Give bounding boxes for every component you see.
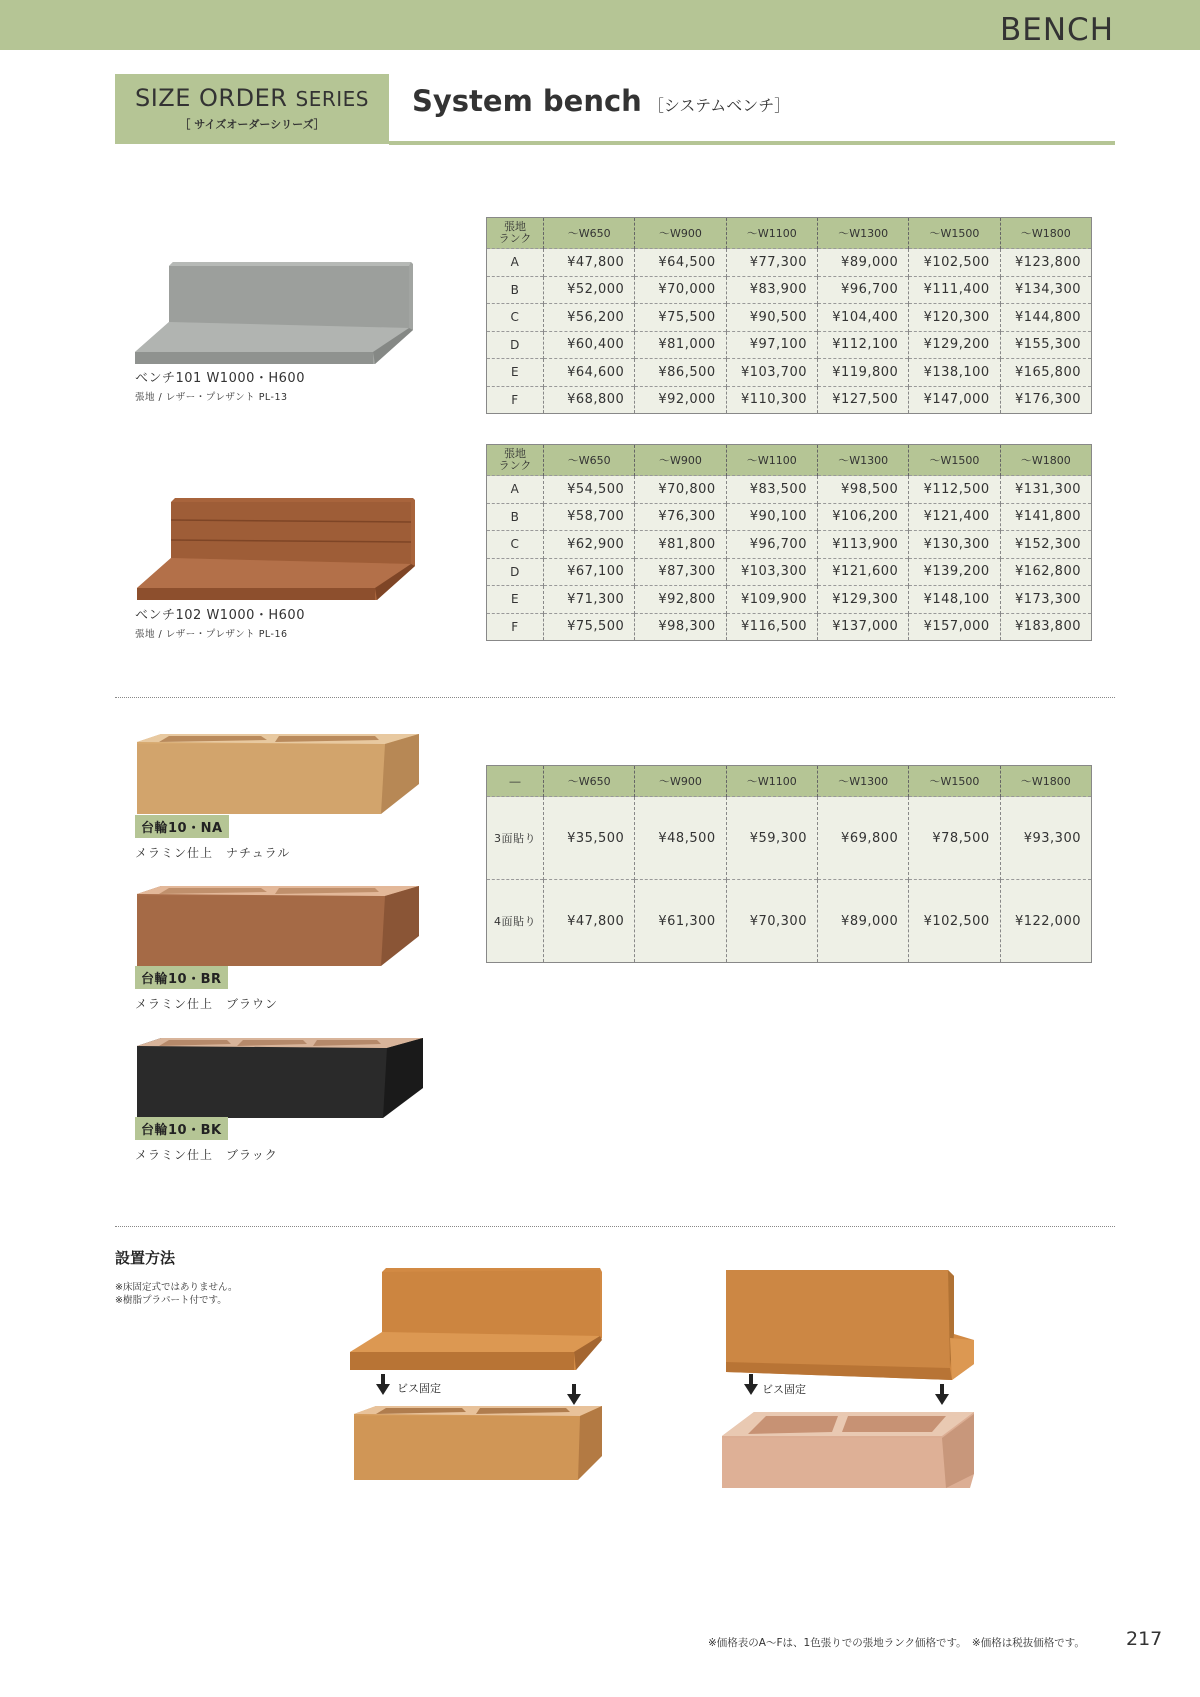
base-br-finish: メラミン仕上 ブラウン [135, 997, 279, 1011]
table-row [487, 276, 1092, 304]
table-row [487, 476, 1092, 504]
price-cell: ¥131,300 [1000, 476, 1091, 504]
price-cell: ¥123,800 [1000, 249, 1091, 277]
price-cell: ¥141,800 [1000, 503, 1091, 531]
price-cell: ¥83,500 [726, 476, 817, 504]
arrow-down-icon [567, 1384, 581, 1406]
base-bk-caption [135, 1117, 278, 1163]
price-cell: ¥89,000 [817, 880, 908, 963]
price-table-bench-101 [486, 217, 1092, 414]
base-na-finish: メラミン仕上 ナチュラル [135, 846, 291, 860]
price-cell: ¥64,500 [635, 249, 726, 277]
price-cell: ¥61,300 [635, 880, 726, 963]
header-rank-line2: ランク [498, 232, 532, 245]
install-base-back-image [720, 1410, 976, 1490]
price-cell: ¥98,500 [817, 476, 908, 504]
table-header-row [487, 445, 1092, 476]
price-cell: ¥109,900 [726, 586, 817, 614]
price-cell: ¥92,000 [635, 386, 726, 414]
header-width: ～W1300 [817, 766, 908, 797]
table-header-row [487, 218, 1092, 249]
price-cell: ¥116,500 [726, 613, 817, 641]
header-width: ～W1500 [909, 766, 1000, 797]
table-row [487, 249, 1092, 277]
price-cell: ¥90,500 [726, 304, 817, 332]
table-row [487, 304, 1092, 332]
price-cell: ¥98,300 [635, 613, 726, 641]
arrow-down-icon [744, 1374, 758, 1396]
bench-102-image [135, 494, 420, 606]
rank-cell: E [487, 586, 544, 614]
price-cell: ¥112,100 [817, 331, 908, 359]
price-cell: ¥102,500 [909, 880, 1000, 963]
price-cell: ¥58,700 [544, 503, 635, 531]
price-cell: ¥148,100 [909, 586, 1000, 614]
install-note-line: ※樹脂プラパート付です。 [115, 1295, 227, 1306]
base-br-caption [135, 966, 278, 1012]
arrow-down-icon [376, 1374, 390, 1396]
bench-102-name: ベンチ102 W1000・H600 [135, 608, 305, 623]
price-cell: ¥121,400 [909, 503, 1000, 531]
price-cell: ¥122,000 [1000, 880, 1091, 963]
header-width: ～W1500 [909, 218, 1000, 249]
header-width: ～W1300 [817, 218, 908, 249]
bench-101-fabric: 張地 / レザー・プレザント PL-13 [135, 392, 288, 403]
install-bench-back-image [722, 1268, 976, 1382]
price-cell: ¥71,300 [544, 586, 635, 614]
header-width: ～W650 [544, 445, 635, 476]
header-width: ～W1800 [1000, 218, 1091, 249]
base-na-image [135, 732, 420, 816]
rank-cell: F [487, 613, 544, 641]
price-cell: ¥119,800 [817, 359, 908, 387]
price-cell: ¥90,100 [726, 503, 817, 531]
price-cell: ¥89,000 [817, 249, 908, 277]
table-row [487, 386, 1092, 414]
series-title [115, 84, 389, 112]
price-cell: ¥52,000 [544, 276, 635, 304]
header-rank [487, 445, 544, 476]
price-cell: ¥106,200 [817, 503, 908, 531]
bench-102-caption [135, 604, 305, 640]
rank-cell: A [487, 476, 544, 504]
price-cell: ¥152,300 [1000, 531, 1091, 559]
series-title-small: SERIES [295, 87, 370, 111]
install-bench-front-image [348, 1266, 604, 1384]
screw-label: ビス固定 [762, 1383, 806, 1396]
header-width: ～W1500 [909, 445, 1000, 476]
install-notes [115, 1281, 238, 1307]
header-rank-line2: ランク [498, 459, 532, 472]
price-cell: ¥110,300 [726, 386, 817, 414]
header-rank-line1: 張地 [504, 447, 526, 460]
install-title: 設置方法 [115, 1249, 176, 1267]
price-cell: ¥130,300 [909, 531, 1000, 559]
base-bk-finish: メラミン仕上 ブラック [135, 1148, 278, 1162]
install-base-front-image [352, 1404, 604, 1482]
price-cell: ¥47,800 [544, 880, 635, 963]
table-row [487, 558, 1092, 586]
header-width: ～W1300 [817, 445, 908, 476]
price-cell: ¥173,300 [1000, 586, 1091, 614]
header-width: ～W900 [635, 218, 726, 249]
header-first: ― [487, 766, 544, 797]
price-cell: ¥70,000 [635, 276, 726, 304]
price-cell: ¥111,400 [909, 276, 1000, 304]
base-bk-tag: 台輪10・BK [135, 1117, 228, 1140]
price-cell: ¥35,500 [544, 797, 635, 880]
price-cell: ¥162,800 [1000, 558, 1091, 586]
rank-cell: F [487, 386, 544, 414]
rank-cell: E [487, 359, 544, 387]
price-cell: ¥155,300 [1000, 331, 1091, 359]
section-divider [115, 697, 1115, 698]
series-box [115, 74, 389, 144]
price-cell: ¥137,000 [817, 613, 908, 641]
install-note-line: ※床固定式ではありません。 [115, 1282, 238, 1293]
page-title [412, 84, 790, 118]
price-cell: ¥70,800 [635, 476, 726, 504]
price-cell: ¥157,000 [909, 613, 1000, 641]
price-cell: ¥62,900 [544, 531, 635, 559]
bench-102-fabric: 張地 / レザー・プレザント PL-16 [135, 629, 288, 640]
price-cell: ¥97,100 [726, 331, 817, 359]
series-title-jp: ［ サイズオーダーシリーズ］ [179, 118, 325, 131]
rank-cell: 3面貼り [487, 797, 544, 880]
price-cell: ¥47,800 [544, 249, 635, 277]
price-table-base [486, 765, 1092, 963]
price-cell: ¥86,500 [635, 359, 726, 387]
footer-note: ※価格表のA～Fは、1色張りでの張地ランク価格です。 ※価格は税抜価格です。 [708, 1637, 1085, 1649]
price-cell: ¥104,400 [817, 304, 908, 332]
price-cell: ¥144,800 [1000, 304, 1091, 332]
table-row [487, 880, 1092, 963]
price-cell: ¥81,800 [635, 531, 726, 559]
price-cell: ¥176,300 [1000, 386, 1091, 414]
table-row [487, 331, 1092, 359]
header-width: ～W650 [544, 218, 635, 249]
price-cell: ¥87,300 [635, 558, 726, 586]
title-underline [389, 141, 1115, 145]
rank-cell: D [487, 331, 544, 359]
price-cell: ¥70,300 [726, 880, 817, 963]
rank-cell: B [487, 503, 544, 531]
base-na-caption [135, 815, 290, 861]
bench-101-image [133, 258, 418, 370]
section-divider [115, 1226, 1115, 1227]
table-header-row [487, 766, 1092, 797]
price-cell: ¥96,700 [817, 276, 908, 304]
header-width: ～W1800 [1000, 445, 1091, 476]
price-cell: ¥127,500 [817, 386, 908, 414]
header-width: ～W1100 [726, 766, 817, 797]
price-cell: ¥129,200 [909, 331, 1000, 359]
bench-101-name: ベンチ101 W1000・H600 [135, 371, 305, 386]
rank-cell: 4面貼り [487, 880, 544, 963]
table-row [487, 531, 1092, 559]
price-cell: ¥165,800 [1000, 359, 1091, 387]
rank-cell: C [487, 304, 544, 332]
price-cell: ¥78,500 [909, 797, 1000, 880]
price-cell: ¥103,300 [726, 558, 817, 586]
rank-cell: C [487, 531, 544, 559]
bench-101-caption [135, 367, 305, 403]
price-cell: ¥129,300 [817, 586, 908, 614]
header-bar [0, 0, 1200, 50]
table-row [487, 503, 1092, 531]
price-cell: ¥139,200 [909, 558, 1000, 586]
table-row [487, 359, 1092, 387]
header-width: ～W650 [544, 766, 635, 797]
header-width: ～W900 [635, 766, 726, 797]
price-cell: ¥102,500 [909, 249, 1000, 277]
table-row [487, 586, 1092, 614]
price-cell: ¥134,300 [1000, 276, 1091, 304]
price-cell: ¥103,700 [726, 359, 817, 387]
header-rank-line1: 張地 [504, 220, 526, 233]
price-cell: ¥147,000 [909, 386, 1000, 414]
price-cell: ¥138,100 [909, 359, 1000, 387]
page-title-en: System bench [412, 84, 642, 118]
header-width: ～W1100 [726, 218, 817, 249]
price-cell: ¥54,500 [544, 476, 635, 504]
price-cell: ¥67,100 [544, 558, 635, 586]
table-row [487, 613, 1092, 641]
rank-cell: D [487, 558, 544, 586]
base-bk-image [135, 1036, 425, 1120]
price-cell: ¥56,200 [544, 304, 635, 332]
arrow-down-icon [935, 1384, 949, 1406]
price-cell: ¥93,300 [1000, 797, 1091, 880]
base-br-image [135, 884, 420, 968]
table-row [487, 797, 1092, 880]
price-cell: ¥76,300 [635, 503, 726, 531]
price-cell: ¥75,500 [635, 304, 726, 332]
category-label: BENCH [1000, 12, 1114, 48]
header-width: ～W900 [635, 445, 726, 476]
price-cell: ¥60,400 [544, 331, 635, 359]
price-cell: ¥121,600 [817, 558, 908, 586]
price-cell: ¥64,600 [544, 359, 635, 387]
screw-label: ビス固定 [397, 1382, 441, 1395]
price-cell: ¥112,500 [909, 476, 1000, 504]
price-cell: ¥81,000 [635, 331, 726, 359]
price-cell: ¥83,900 [726, 276, 817, 304]
price-cell: ¥92,800 [635, 586, 726, 614]
base-br-tag: 台輪10・BR [135, 966, 228, 989]
header-rank [487, 218, 544, 249]
price-cell: ¥183,800 [1000, 613, 1091, 641]
price-cell: ¥120,300 [909, 304, 1000, 332]
price-cell: ¥69,800 [817, 797, 908, 880]
rank-cell: A [487, 249, 544, 277]
page-title-jp: ［システムベンチ］ [647, 96, 791, 115]
price-cell: ¥75,500 [544, 613, 635, 641]
price-cell: ¥96,700 [726, 531, 817, 559]
base-na-tag: 台輪10・NA [135, 815, 229, 838]
header-width: ～W1800 [1000, 766, 1091, 797]
price-cell: ¥68,800 [544, 386, 635, 414]
price-cell: ¥59,300 [726, 797, 817, 880]
rank-cell: B [487, 276, 544, 304]
price-cell: ¥77,300 [726, 249, 817, 277]
price-table-bench-102 [486, 444, 1092, 641]
header-width: ～W1100 [726, 445, 817, 476]
series-title-main: SIZE ORDER [134, 84, 288, 112]
price-cell: ¥48,500 [635, 797, 726, 880]
price-cell: ¥113,900 [817, 531, 908, 559]
page-number: 217 [1126, 1628, 1163, 1650]
